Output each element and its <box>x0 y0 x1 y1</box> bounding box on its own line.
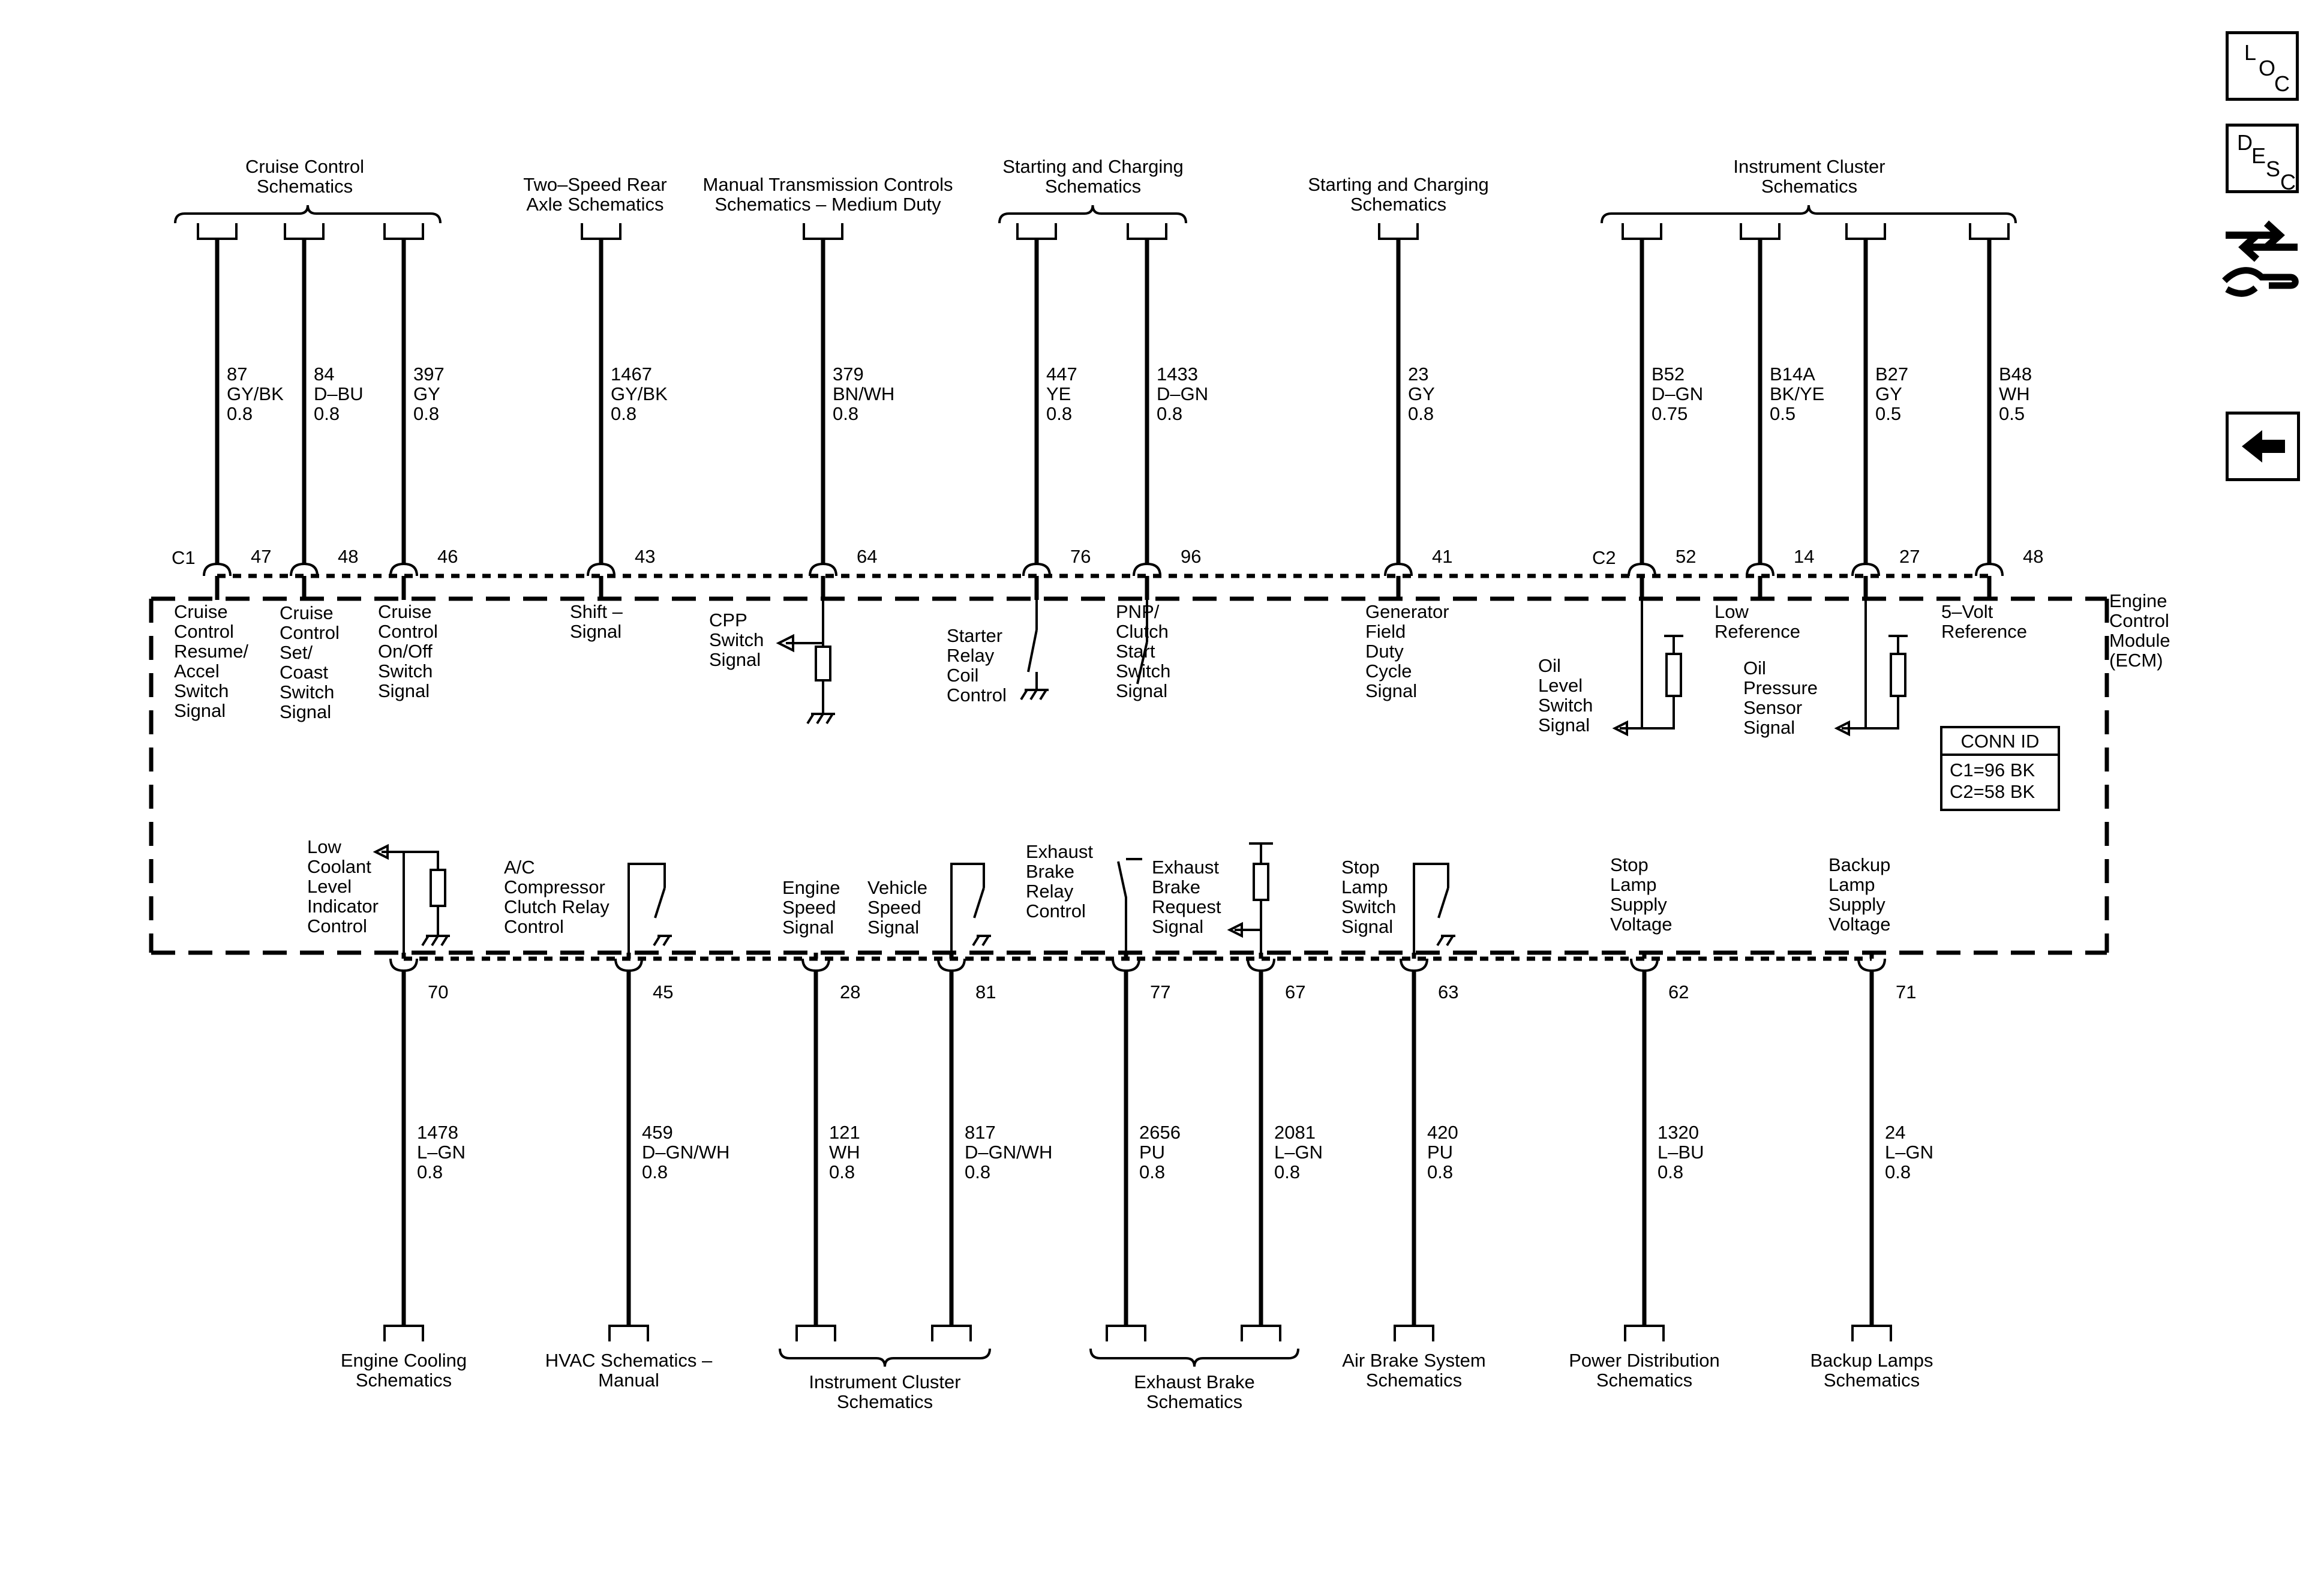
group-label: Instrument Cluster <box>1733 156 1885 177</box>
signal-label: PNP/ <box>1116 601 1160 622</box>
connector-stub <box>1395 1326 1433 1341</box>
signal-label: Signal <box>1152 916 1204 937</box>
wire-label: GY <box>1408 383 1435 404</box>
wire-label: 0.8 <box>611 403 637 424</box>
pin-number: 81 <box>975 981 996 1002</box>
wire-label: 1320 <box>1658 1122 1699 1143</box>
wire-label: PU <box>1427 1142 1454 1163</box>
wire-label: 1478 <box>417 1122 458 1143</box>
group-brace <box>780 1349 990 1367</box>
wire-label: PU <box>1139 1142 1166 1163</box>
signal-label: Clutch Relay <box>504 896 609 917</box>
wire-label: 0.8 <box>1408 403 1434 424</box>
signal-label: Signal <box>1743 717 1795 738</box>
wire-label: WH <box>1999 383 2030 404</box>
connector-stub <box>797 1326 835 1341</box>
pin-number: 63 <box>1438 981 1459 1002</box>
pin-number: 28 <box>840 981 861 1002</box>
vss-switch <box>951 864 991 953</box>
wire-label: 0.8 <box>965 1161 991 1182</box>
group-label: Schematics <box>1823 1370 1920 1391</box>
group-label: Manual <box>598 1370 659 1391</box>
arrow-left-icon <box>2229 415 2297 478</box>
signal-label: Generator <box>1365 601 1449 622</box>
signal-label: Signal <box>782 917 834 938</box>
group-label: Schematics <box>1350 194 1447 215</box>
signal-label: Duty <box>1365 641 1404 662</box>
wire-label: D–GN/WH <box>965 1142 1053 1163</box>
wire-label: GY/BK <box>611 383 668 404</box>
signal-label: Resume/ <box>174 641 249 662</box>
wire-label: 0.5 <box>1875 403 1902 424</box>
wire-label: 0.8 <box>417 1161 443 1182</box>
signal-label: Relay <box>1026 881 1074 902</box>
group-label: Schematics <box>1761 176 1858 197</box>
desc-letter-s: S <box>2266 157 2281 181</box>
signal-label: Control <box>947 685 1007 706</box>
wire-label: 1433 <box>1157 364 1198 385</box>
loc-button[interactable] <box>2226 31 2299 101</box>
desc-button[interactable] <box>2226 124 2299 193</box>
exhaust-relay-switch <box>1118 859 1142 953</box>
group-label: Starting and Charging <box>1308 174 1489 195</box>
loc-letter-c: C <box>2274 71 2290 96</box>
signal-label: Signal <box>1341 916 1394 937</box>
pin-number: 43 <box>635 546 656 567</box>
signal-label: Compressor <box>504 876 605 897</box>
signal-label: Exhaust <box>1152 857 1220 878</box>
connector-stub <box>1242 1326 1280 1341</box>
signal-label: Coast <box>280 662 328 683</box>
group-label: Schematics <box>1146 1391 1243 1412</box>
wire-label: 0.8 <box>1885 1161 1911 1182</box>
signal-label: Control <box>280 622 340 643</box>
signal-label: Coil <box>947 665 979 686</box>
group-label: Two–Speed Rear <box>523 174 667 195</box>
desc-letter-c: C <box>2280 170 2296 194</box>
signal-label: Control <box>1026 900 1086 921</box>
wire-label: 87 <box>227 364 248 385</box>
wire-label: BK/YE <box>1770 383 1825 404</box>
wire-label: 0.5 <box>1770 403 1796 424</box>
conn-id-c2: C2=58 BK <box>1950 781 2035 802</box>
wire-label: B27 <box>1875 364 1909 385</box>
signal-label: Sensor <box>1743 697 1803 718</box>
module-name: Control <box>2109 610 2169 631</box>
signal-label: Accel <box>174 661 220 682</box>
wire-label: D–GN <box>1157 383 1209 404</box>
signal-label: Supply <box>1610 894 1667 915</box>
stop-lamp-switch <box>1414 864 1455 953</box>
connector-stub <box>1852 1326 1891 1341</box>
group-label: Cruise Control <box>245 156 365 177</box>
signal-label: Voltage <box>1610 914 1673 935</box>
group-label: Air Brake System <box>1342 1350 1486 1371</box>
signal-label: Signal <box>570 621 622 642</box>
group-label: Schematics <box>1596 1370 1693 1391</box>
starter-relay-switch <box>1021 600 1049 700</box>
wire-label: D–GN <box>1652 383 1704 404</box>
pin-number: 41 <box>1432 546 1453 567</box>
wire-label: 0.8 <box>833 403 859 424</box>
pin-number: 47 <box>251 546 272 567</box>
signal-label: Cycle <box>1365 661 1412 682</box>
signal-label: Set/ <box>280 642 313 663</box>
oil-pressure-pullup <box>1842 600 1908 728</box>
pin-number: 77 <box>1150 981 1171 1002</box>
signal-label: Control <box>504 916 564 937</box>
signal-label: Switch <box>378 661 433 682</box>
group-label: Schematics <box>1044 176 1142 197</box>
connector-swap-icon[interactable] <box>2220 210 2304 300</box>
pin-number: 46 <box>437 546 458 567</box>
pin-number: 71 <box>1896 981 1917 1002</box>
wire-label: 0.8 <box>314 403 340 424</box>
signal-label: Cruise <box>378 601 432 622</box>
connector-c1-label: C1 <box>172 547 196 568</box>
group-label: Schematics <box>1365 1370 1463 1391</box>
wire-label: GY <box>1875 383 1902 404</box>
wire-label: 121 <box>829 1122 860 1143</box>
group-label: Engine Cooling <box>340 1350 467 1371</box>
wire-label: 2081 <box>1274 1122 1316 1143</box>
signal-label: Switch <box>1538 695 1593 716</box>
signal-label: Reference <box>1715 621 1801 642</box>
wire-label: 1467 <box>611 364 652 385</box>
signal-label: Oil <box>1538 655 1561 676</box>
signal-label: Switch <box>1341 896 1397 917</box>
wire-label: 0.8 <box>1658 1161 1684 1182</box>
oil-level-pullup <box>1620 600 1683 728</box>
wire-label: 84 <box>314 364 335 385</box>
signal-label: On/Off <box>378 641 433 662</box>
back-button[interactable] <box>2226 412 2300 481</box>
group-label: Schematics – Medium Duty <box>714 194 941 215</box>
coolant-pullup <box>382 852 450 953</box>
wire-label: WH <box>829 1142 860 1163</box>
signal-label: Cruise <box>174 601 228 622</box>
signal-label: Pressure <box>1743 677 1818 698</box>
wire-label: 447 <box>1046 364 1077 385</box>
signal-label: Lamp <box>1828 874 1875 895</box>
signal-label: Signal <box>280 701 332 722</box>
group-label: HVAC Schematics – <box>545 1350 713 1371</box>
group-label: Axle Schematics <box>526 194 664 215</box>
wire-label: YE <box>1046 383 1071 404</box>
wire-label: D–BU <box>314 383 364 404</box>
signal-label: Clutch <box>1116 621 1169 642</box>
signal-label: A/C <box>504 857 535 878</box>
signal-label: Starter <box>947 625 1003 646</box>
module-name: (ECM) <box>2109 650 2163 671</box>
signal-label: Speed <box>867 897 921 918</box>
wire-label: 0.8 <box>1427 1161 1454 1182</box>
wire-label: 23 <box>1408 364 1429 385</box>
wire-label: 379 <box>833 364 864 385</box>
wire-label: 0.8 <box>413 403 440 424</box>
pin-number: 48 <box>338 546 359 567</box>
signal-label: Coolant <box>307 856 371 877</box>
connector-stub <box>1625 1326 1664 1341</box>
group-label: Manual Transmission Controls <box>702 174 953 195</box>
signal-label: Signal <box>378 680 430 701</box>
wire-label: 0.8 <box>642 1161 668 1182</box>
desc-letter-e: E <box>2251 143 2266 168</box>
wire-label: B48 <box>1999 364 2032 385</box>
signal-label: Switch <box>709 629 764 650</box>
wire-label: 0.75 <box>1652 403 1688 424</box>
signal-label: Control <box>378 621 438 642</box>
signal-label: Indicator <box>307 896 379 917</box>
signal-label: Oil <box>1743 658 1766 679</box>
module-name: Engine <box>2109 590 2167 611</box>
signal-label: Signal <box>174 700 226 721</box>
wire-label: 0.8 <box>227 403 253 424</box>
signal-label: Switch <box>280 682 335 703</box>
pin-number: 64 <box>857 546 878 567</box>
connector-c2-label: C2 <box>1592 547 1616 568</box>
group-brace <box>175 205 440 223</box>
group-label: Power Distribution <box>1569 1350 1720 1371</box>
signal-label: 5–Volt <box>1941 601 1993 622</box>
signal-label: Low <box>1715 601 1749 622</box>
pin-number: 76 <box>1070 546 1091 567</box>
signal-label: Shift – <box>570 601 623 622</box>
signal-label: Request <box>1152 896 1221 917</box>
wire-label: 0.8 <box>1046 403 1073 424</box>
signal-label: Stop <box>1610 854 1649 875</box>
signal-label: Brake <box>1026 861 1074 882</box>
pin-number: 52 <box>1676 546 1697 567</box>
group-label: Starting and Charging <box>1002 156 1184 177</box>
connector-stub <box>609 1326 648 1341</box>
loc-letter-o: O <box>2259 56 2276 80</box>
pin-number: 62 <box>1668 981 1689 1002</box>
signal-label: Vehicle <box>867 877 927 898</box>
pin-number: 70 <box>428 981 449 1002</box>
wire-label: B14A <box>1770 364 1815 385</box>
wire-label: BN/WH <box>833 383 895 404</box>
signal-label: Relay <box>947 645 995 666</box>
signal-label: Signal <box>1365 680 1418 701</box>
signal-label: Level <box>1538 675 1583 696</box>
signal-label: Control <box>174 621 234 642</box>
group-label: Instrument Cluster <box>809 1371 961 1392</box>
wire-label: L–GN <box>1274 1142 1323 1163</box>
signal-label: Engine <box>782 877 840 898</box>
wire-label: 0.8 <box>1139 1161 1166 1182</box>
signal-label: Reference <box>1941 621 2028 642</box>
wire-label: 459 <box>642 1122 673 1143</box>
signal-label: Supply <box>1828 894 1885 915</box>
wire-label: 0.5 <box>1999 403 2025 424</box>
wire-label: 2656 <box>1139 1122 1181 1143</box>
signal-label: Speed <box>782 897 836 918</box>
loc-letter-l: L <box>2244 40 2257 65</box>
wire-label: 0.8 <box>1274 1161 1301 1182</box>
signal-label: Switch <box>174 680 229 701</box>
connector-stub <box>385 1326 423 1341</box>
signal-label: CPP <box>709 610 747 631</box>
signal-label: Level <box>307 876 352 897</box>
wire-label: D–GN/WH <box>642 1142 730 1163</box>
signal-label: Signal <box>1116 680 1168 701</box>
group-brace <box>999 205 1186 223</box>
conn-id-c1: C1=96 BK <box>1950 760 2035 781</box>
pin-number: 48 <box>2023 546 2044 567</box>
wire-label: 420 <box>1427 1122 1458 1143</box>
ac-relay-switch <box>629 864 672 953</box>
group-label: Schematics <box>836 1391 933 1412</box>
wire-label: 24 <box>1885 1122 1906 1143</box>
wire-label: GY/BK <box>227 383 284 404</box>
signal-label: Signal <box>867 917 920 938</box>
signal-label: Signal <box>709 649 761 670</box>
signal-label: Voltage <box>1828 914 1891 935</box>
pin-number: 27 <box>1899 546 1920 567</box>
signal-label: Signal <box>1538 715 1590 736</box>
wire-label: 817 <box>965 1122 996 1143</box>
conn-id-title: CONN ID <box>1960 731 2040 752</box>
cpp-pullup <box>786 600 835 724</box>
group-brace <box>1091 1349 1298 1367</box>
signal-label: Switch <box>1116 661 1171 682</box>
group-label: Backup Lamps <box>1810 1350 1933 1371</box>
pin-number: 67 <box>1285 981 1306 1002</box>
pin-number: 14 <box>1794 546 1815 567</box>
signal-label: Control <box>307 915 367 936</box>
signal-label: Start <box>1116 641 1155 662</box>
signal-label: Lamp <box>1610 874 1657 895</box>
wire-label: GY <box>413 383 440 404</box>
desc-letter-d: D <box>2237 130 2253 155</box>
group-label: Exhaust Brake <box>1134 1371 1255 1392</box>
signal-label: Lamp <box>1341 876 1388 897</box>
signal-label: Stop <box>1341 857 1380 878</box>
signal-label: Cruise <box>280 602 334 623</box>
group-label: Schematics <box>256 176 353 197</box>
pin-number: 45 <box>653 981 674 1002</box>
wire-label: 0.8 <box>829 1161 855 1182</box>
wire-label: L–GN <box>417 1142 466 1163</box>
wire-label: L–BU <box>1658 1142 1704 1163</box>
pin-number: 96 <box>1181 546 1202 567</box>
wire-label: 397 <box>413 364 445 385</box>
signal-label: Field <box>1365 621 1406 642</box>
wire-label: B52 <box>1652 364 1685 385</box>
group-label: Schematics <box>355 1370 452 1391</box>
connector-stub <box>932 1326 971 1341</box>
signal-label: Exhaust <box>1026 841 1094 862</box>
connector-stub <box>1107 1326 1145 1341</box>
wire-label: L–GN <box>1885 1142 1933 1163</box>
signal-label: Low <box>307 836 341 857</box>
group-brace <box>1602 205 2016 223</box>
wire-label: 0.8 <box>1157 403 1183 424</box>
signal-label: Backup <box>1828 854 1891 875</box>
module-name: Module <box>2109 630 2170 651</box>
signal-label: Brake <box>1152 876 1200 897</box>
